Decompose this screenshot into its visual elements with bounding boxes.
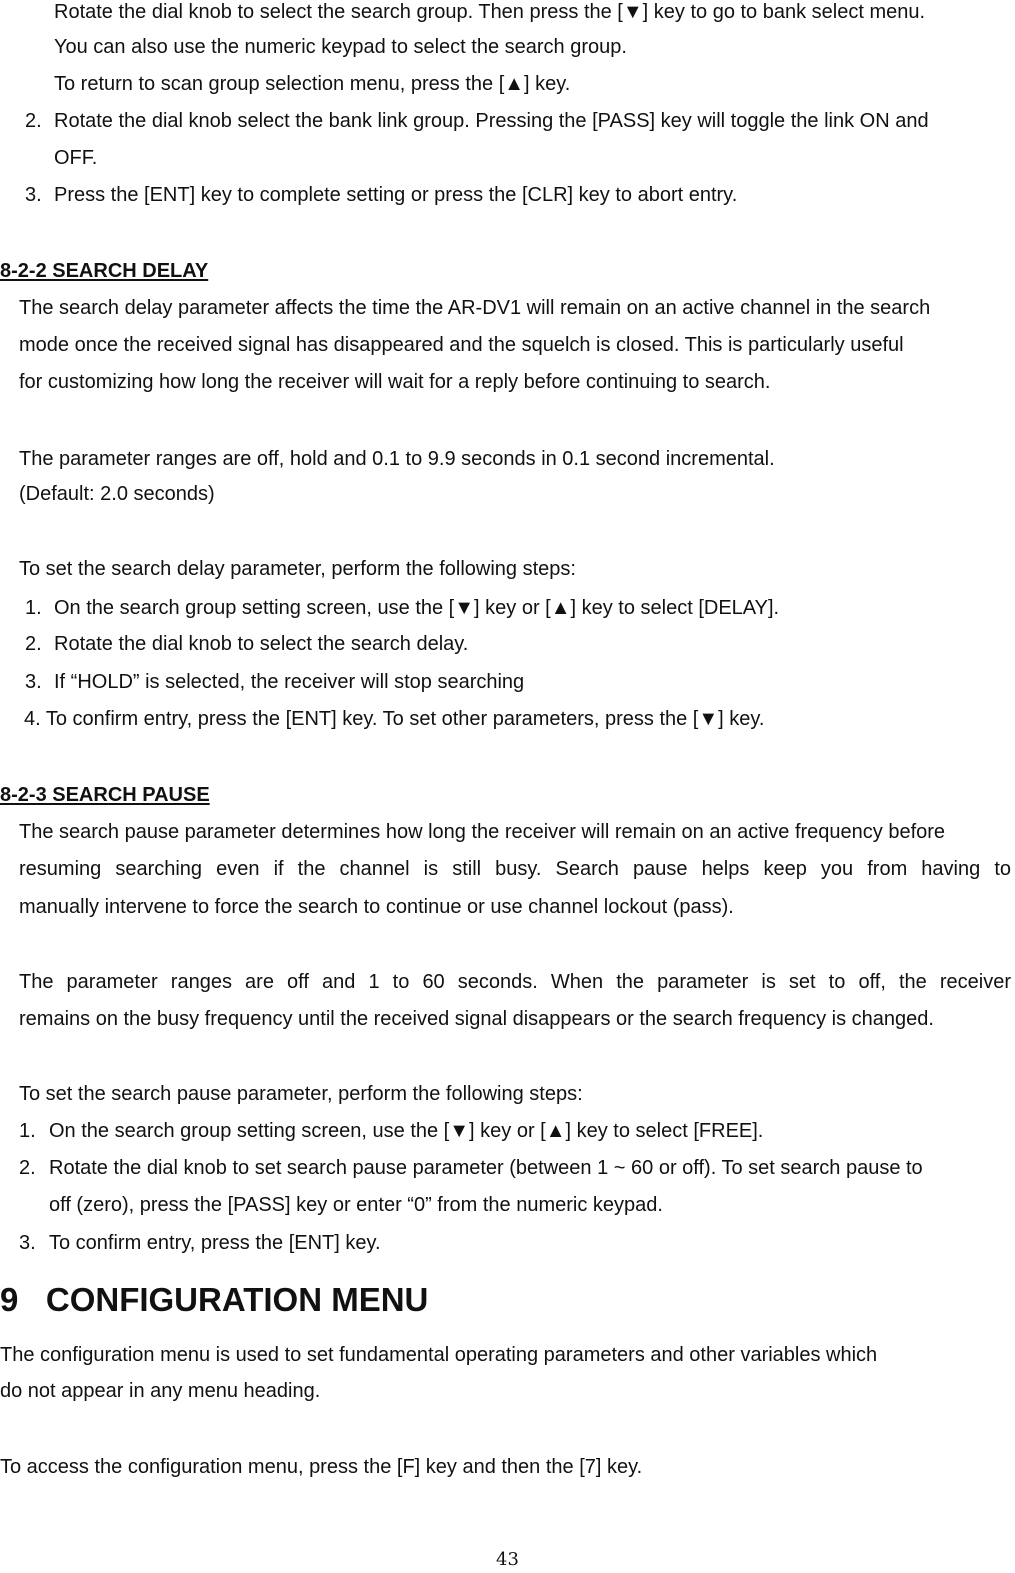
intro-step3-text: Press the [ENT] key to complete setting or press the [CLR] key to abort entry. (54, 184, 738, 206)
search-delay-step4-text: 4. To confirm entry, press the [ENT] key. To set other parameters, press the [▼] key. (24, 708, 765, 730)
search-pause-para1-line3: manually intervene to force the search to continue or use channel lockout (pass). (19, 896, 734, 918)
search-delay-heading: 8-2-2 SEARCH DELAY (0, 260, 209, 282)
config-menu-para2: To access the configuration menu, press the [F] key and then the [7] key. (0, 1456, 643, 1478)
intro-step2-line2: OFF. (54, 147, 98, 169)
page-number: 43 (496, 1549, 519, 1570)
search-delay-step1-text: On the search group setting screen, use the [▼] key or [▲] key to select [DELAY]. (54, 597, 780, 619)
search-pause-steps-intro: To set the search pause parameter, perform the following steps: (19, 1083, 583, 1105)
intro-step1-line3: To return to scan group selection menu, press the [▲] key. (54, 73, 571, 95)
search-delay-step3-number: 3. (25, 671, 42, 693)
intro-step3-number: 3. (25, 184, 42, 206)
config-menu-para1-line1: The configuration menu is used to set fundamental operating parameters and other variables which (0, 1344, 878, 1366)
search-pause-heading: 8-2-3 SEARCH PAUSE (0, 784, 210, 806)
search-delay-para2-line2: (Default: 2.0 seconds) (19, 483, 215, 505)
search-pause-step1-text: On the search group setting screen, use the [▼] key or [▲] key to select [FREE]. (49, 1120, 764, 1142)
intro-step1-line2: You can also use the numeric keypad to select the search group. (54, 36, 627, 58)
search-pause-para2-line1: The parameter ranges are off and 1 to 60 seconds. When the parameter is set to off, the receiver (19, 971, 1011, 993)
search-pause-para1-line1: The search pause parameter determines how long the receiver will remain on an active frequency before (19, 821, 946, 843)
search-pause-step3-text: To confirm entry, press the [ENT] key. (49, 1232, 381, 1254)
search-pause-step1-number: 1. (19, 1120, 36, 1142)
search-pause-para1-line2: resuming searching even if the channel is still busy. Search pause helps keep you from having to (19, 858, 1011, 880)
config-menu-para1-line2: do not appear in any menu heading. (0, 1380, 321, 1402)
search-delay-para1-line3: for customizing how long the receiver will wait for a reply before continuing to search. (19, 371, 771, 393)
search-pause-step2-number: 2. (19, 1157, 36, 1179)
search-pause-para2-line2: remains on the busy frequency until the received signal disappears or the search frequency is changed. (19, 1008, 934, 1030)
search-delay-para1-line2: mode once the received signal has disappeared and the squelch is closed. This is particularly useful (19, 334, 904, 356)
intro-step1-line1: Rotate the dial knob to select the search group. Then press the [▼] key to go to bank select menu. (54, 1, 926, 23)
search-pause-step3-number: 3. (19, 1232, 36, 1254)
intro-step2-number: 2. (25, 110, 42, 132)
search-pause-step2-text-cont: off (zero), press the [PASS] key or enter “0” from the numeric keypad. (49, 1194, 663, 1216)
search-delay-step1-number: 1. (25, 597, 42, 619)
search-delay-para2-line1: The parameter ranges are off, hold and 0.1 to 9.9 seconds in 0.1 second incremental. (19, 448, 775, 470)
config-menu-heading: 9 CONFIGURATION MENU (0, 1281, 429, 1318)
search-delay-step3-text: If “HOLD” is selected, the receiver will stop searching (54, 671, 525, 693)
search-delay-steps-intro: To set the search delay parameter, perform the following steps: (19, 558, 576, 580)
search-delay-step2-text: Rotate the dial knob to select the search delay. (54, 633, 469, 655)
search-pause-step2-text: Rotate the dial knob to set search pause parameter (between 1 ~ 60 or off). To set search pause to (49, 1157, 923, 1179)
search-delay-step2-number: 2. (25, 633, 42, 655)
search-delay-para1-line1: The search delay parameter affects the time the AR-DV1 will remain on an active channel in the search (19, 297, 931, 319)
intro-step2-line1: Rotate the dial knob select the bank link group. Pressing the [PASS] key will toggle the link ON and (54, 110, 929, 132)
